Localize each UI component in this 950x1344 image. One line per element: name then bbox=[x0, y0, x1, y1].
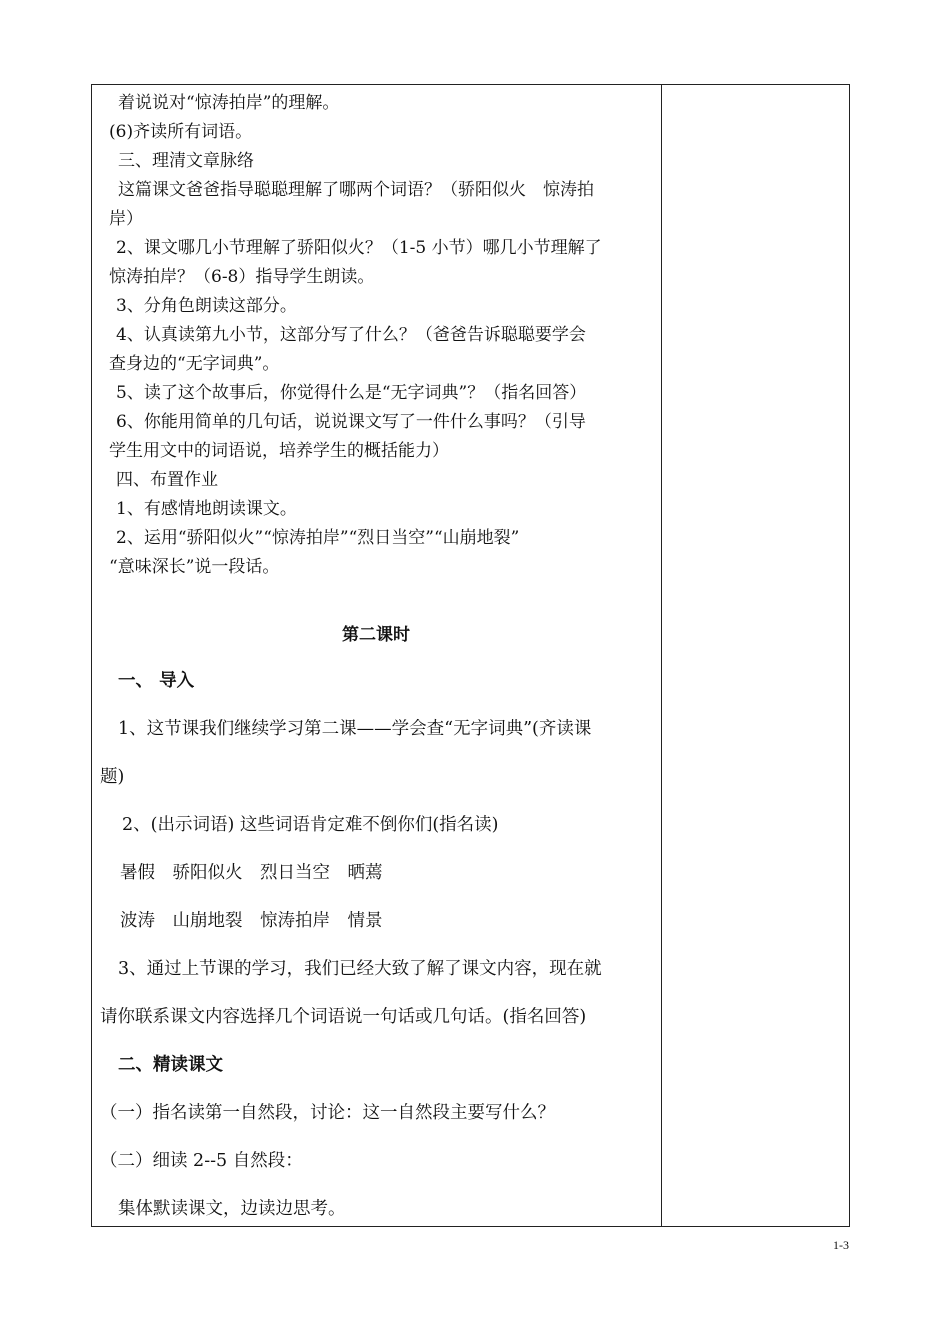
paragraph-line: 1、这节课我们继续学习第二课——学会查“无字词典”(齐读课 bbox=[118, 719, 592, 739]
text-line: (6)齐读所有词语。 bbox=[109, 122, 253, 142]
text-line: 查身边的“无字词典”。 bbox=[109, 354, 280, 374]
text-line: 6、你能用简单的几句话，说说课文写了一件什么事吗？（引导 bbox=[116, 412, 586, 432]
word-list: 暑假 骄阳似火 烈日当空 晒蔫 bbox=[120, 863, 383, 883]
column-divider bbox=[661, 84, 662, 1227]
heading-reading: 二、精读课文 bbox=[118, 1055, 223, 1075]
text-line: 四、布置作业 bbox=[116, 470, 218, 490]
text-line: 2、运用“骄阳似火”“惊涛拍岸”“烈日当空”“山崩地裂” bbox=[116, 528, 520, 548]
paragraph-line: （一）指名读第一自然段，讨论：这一自然段主要写什么？ bbox=[100, 1103, 555, 1123]
text-line: 5、读了这个故事后，你觉得什么是“无字词典”？（指名回答） bbox=[116, 383, 587, 403]
heading-intro: 一、 导入 bbox=[118, 671, 195, 691]
text-line: 着说说对“惊涛拍岸”的理解。 bbox=[118, 93, 340, 113]
text-line: 这篇课文爸爸指导聪聪理解了哪两个词语？（骄阳似火 惊涛拍 bbox=[118, 180, 594, 200]
section-title: 第二课时 bbox=[342, 625, 410, 645]
paragraph-line: 3、通过上节课的学习，我们已经大致了解了课文内容，现在就 bbox=[118, 959, 602, 979]
word-list: 波涛 山崩地裂 惊涛拍岸 情景 bbox=[120, 911, 383, 931]
page-number: 1-3 bbox=[833, 1238, 849, 1252]
text-line: “意味深长”说一段话。 bbox=[109, 557, 280, 577]
text-line: 1、有感情地朗读课文。 bbox=[116, 499, 297, 519]
text-line: 惊涛拍岸？（6-8）指导学生朗读。 bbox=[109, 267, 375, 287]
text-line: 岸） bbox=[109, 209, 143, 229]
text-line: 4、认真读第九小节，这部分写了什么？（爸爸告诉聪聪要学会 bbox=[116, 325, 586, 345]
text-line: 3、分角色朗读这部分。 bbox=[116, 296, 297, 316]
paragraph-line: 题) bbox=[100, 767, 125, 787]
paragraph-line: 2、(出示词语) 这些词语肯定难不倒你们(指名读) bbox=[122, 815, 499, 835]
text-line: 2、课文哪几小节理解了骄阳似火？（1-5 小节）哪几小节理解了 bbox=[116, 238, 602, 258]
paragraph-line: 请你联系课文内容选择几个词语说一句话或几句话。(指名回答) bbox=[100, 1007, 587, 1027]
paragraph-line: 集体默读课文，边读边思考。 bbox=[118, 1199, 346, 1219]
text-line: 三、理清文章脉络 bbox=[118, 151, 254, 171]
paragraph-line: （二）细读 2--5 自然段： bbox=[100, 1151, 303, 1171]
text-line: 学生用文中的词语说，培养学生的概括能力） bbox=[109, 441, 449, 461]
